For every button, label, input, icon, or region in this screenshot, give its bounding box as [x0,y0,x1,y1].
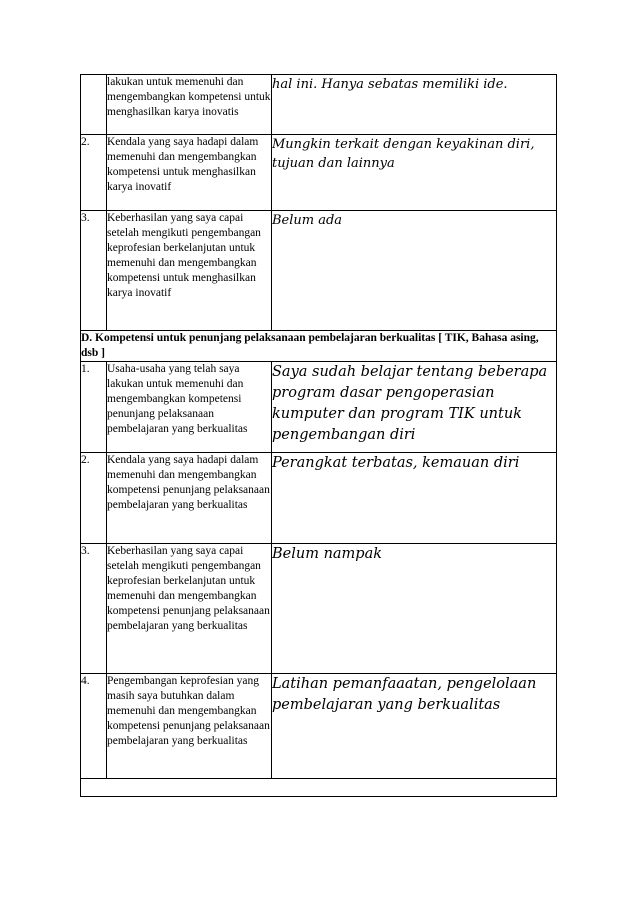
row-description: Keberhasilan yang saya capai setelah mengikuti pengembangan keprofesian berkelanjutan untuk memenuhi dan mengembangkan kompetensi penunjang pelaksanaan pembelajaran yang berkualitas [107,544,272,674]
table-row [81,75,557,135]
row-number [81,75,107,135]
row-answer: Saya sudah belajar tentang beberapa program dasar pengoperasian kumputer dan program TIK untuk pengembangan diri [272,362,557,453]
competency-table [80,74,557,797]
empty-cell [81,779,557,797]
row-description: lakukan untuk memenuhi dan mengembangkan kompetensi untuk menghasilkan karya inovatis [107,75,272,135]
row-answer: Mungkin terkait dengan keyakinan diri, tujuan dan lainnya [272,135,557,211]
row-description: Kendala yang saya hadapi dalam memenuhi dan mengembangkan kompetensi penunjang pelaksanaan pembelajaran yang berkualitas [107,453,272,544]
row-description: Kendala yang saya hadapi dalam memenuhi dan mengembangkan kompetensi untuk menghasilkan karya inovatif [107,135,272,211]
section-header-row [81,331,557,362]
row-number: 3. [81,544,107,674]
row-number: 2. [81,453,107,544]
empty-row [81,779,557,797]
row-description: Keberhasilan yang saya capai setelah mengikuti pengembangan keprofesian berkelanjutan untuk memenuhi dan mengembangkan kompetensi untuk menghasilkan karya inovatif [107,211,272,331]
table-row [81,211,557,331]
row-description: Pengembangan keprofesian yang masih saya butuhkan dalam memenuhi dan mengembangkan kompetensi penunjang pelaksanaan pembelajaran yang berkualitas [107,674,272,779]
table-row [81,453,557,544]
row-answer: hal ini. Hanya sebatas memiliki ide. [272,75,557,135]
row-number: 4. [81,674,107,779]
row-number: 1. [81,362,107,453]
table-row [81,135,557,211]
row-description: Usaha-usaha yang telah saya lakukan untuk memenuhi dan mengembangkan kompetensi penunjang pelaksanaan pembelajaran yang berkualitas [107,362,272,453]
table-row [81,544,557,674]
row-number: 3. [81,211,107,331]
row-number: 2. [81,135,107,211]
section-d-title: D. Kompetensi untuk penunjang pelaksanaan pembelajaran berkualitas [ TIK, Bahasa asing, dsb ] [81,331,557,362]
table-row [81,674,557,779]
row-answer: Latihan pemanfaaatan, pengelolaan pembelajaran yang berkualitas [272,674,557,779]
row-answer: Belum ada [272,211,557,331]
row-answer: Perangkat terbatas, kemauan diri [272,453,557,544]
row-answer: Belum nampak [272,544,557,674]
table-row [81,362,557,453]
